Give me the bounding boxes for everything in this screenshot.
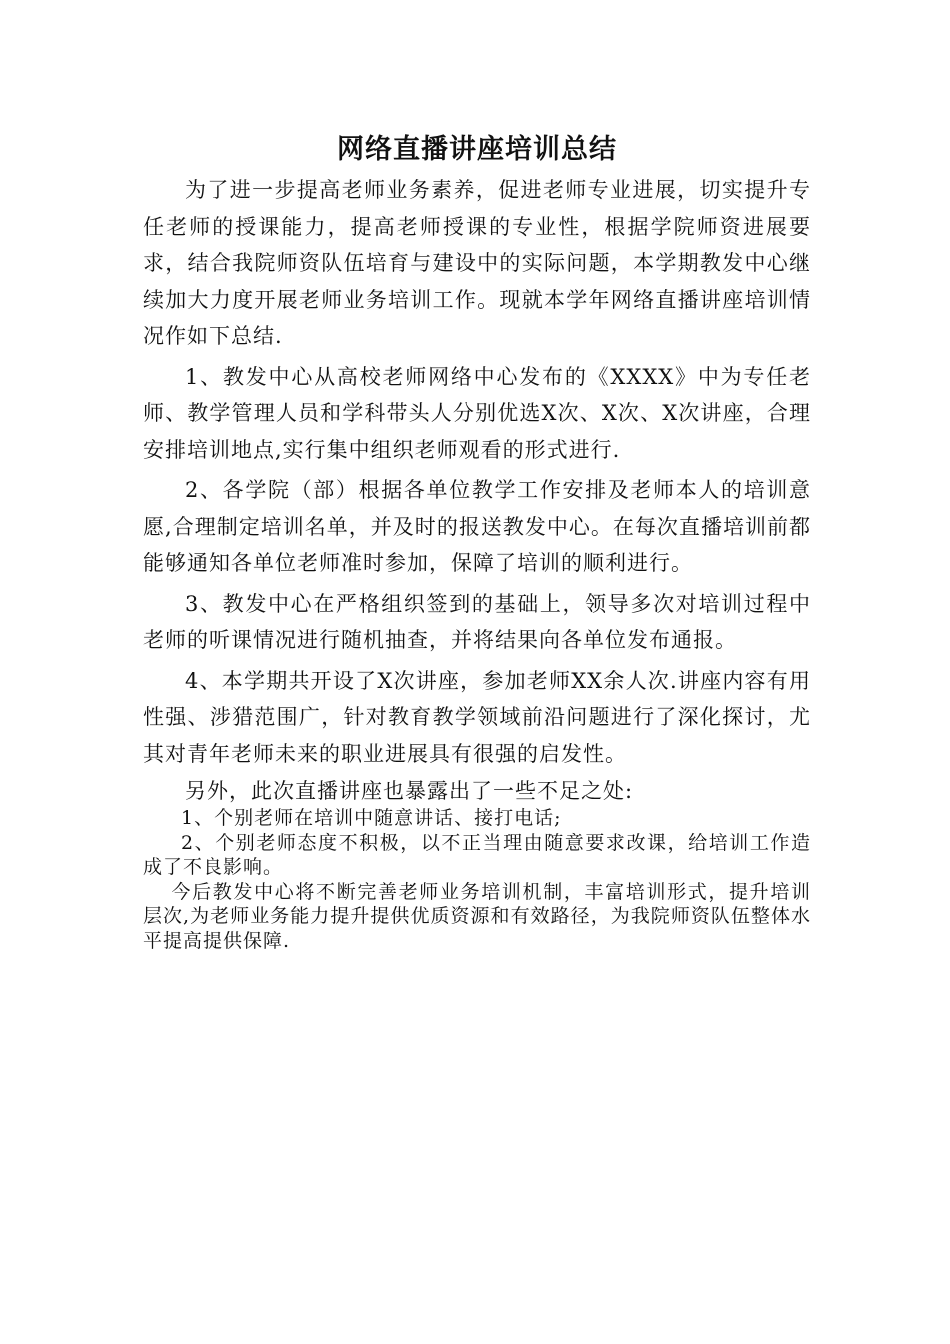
document-title: 网络直播讲座培训总结	[337, 134, 617, 165]
point-2-paragraph: 2、各学院（部）根据各单位教学工作安排及老师本人的培训意愿,合理制定培训名单，并及时的报送教发中心。在每次直播培训前都能够通知各单位老师准时参加，保障了培训的顺利进行。	[143, 478, 811, 575]
point-3-paragraph: 3、教发中心在严格组织签到的基础上，领导多次对培训过程中老师的听课情况进行随机抽查，并将结果向各单位发布通报。	[143, 591, 811, 652]
point-4-paragraph: 4、本学期共开设了X次讲座，参加老师XX余人次.讲座内容有用性强、涉猎范围广，针对教育教学领域前沿问题进行了深化探讨，尤其对青年老师未来的职业进展具有很强的启发性。	[143, 668, 811, 766]
document-body	[143, 130, 811, 953]
shortcoming-item-2: 2、个别老师态度不积极，以不正当理由随意要求改课，给培训工作造成了不良影响。	[143, 831, 811, 878]
point-1-paragraph: 1、教发中心从高校老师网络中心发布的《XXXX》中为专任老师、教学管理人员和学科带头人分别优选X次、X次、X次讲座，合理安排培训地点,实行集中组织老师观看的形式进行.	[143, 364, 811, 462]
closing-paragraph: 今后教发中心将不断完善老师业务培训机制，丰富培训形式，提升培训层次,为老师业务能力提升提供优质资源和有效路径，为我院师资队伍整体水平提高提供保障.	[143, 880, 811, 952]
shortcoming-item-1: 1、个别老师在培训中随意讲话、接打电话;	[181, 807, 562, 829]
shortcomings-intro: 另外，此次直播讲座也暴露出了一些不足之处:	[185, 779, 634, 803]
intro-paragraph: 为了进一步提高老师业务素养，促进老师专业进展，切实提升专任老师的授课能力，提高老师授课的专业性，根据学院师资进展要求，结合我院师资队伍培育与建设中的实际问题，本学期教发中心继续加大力度开展老师业务培训工作。现就本学年网络直播讲座培训情况作如下总结.	[143, 178, 811, 348]
